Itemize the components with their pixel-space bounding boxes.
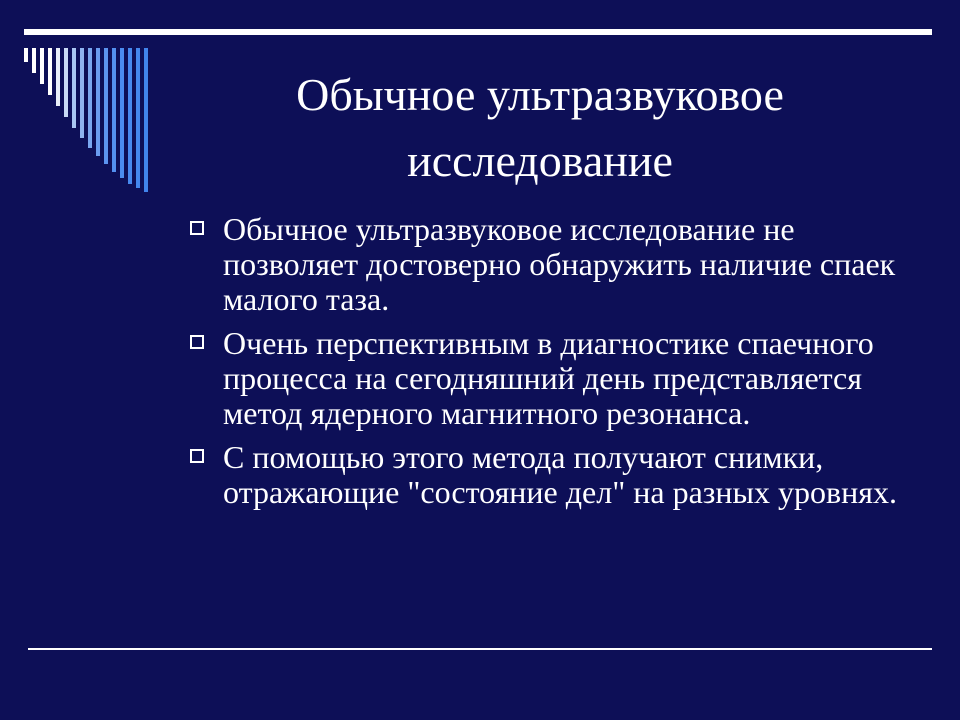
bullet-text: Обычное ультразвуковое исследование не позволяет достоверно обнаружить наличие спаек малого таза.	[223, 211, 896, 317]
bottom-divider	[28, 648, 932, 650]
square-bullet-icon	[190, 221, 204, 235]
slide-title-line-2: исследование	[407, 135, 673, 186]
slide-title-line-1: Обычное ультразвуковое	[296, 69, 784, 120]
bullet-text: Очень перспективным в диагностике спаечного процесса на сегодняшний день представляется метод ядерного магнитного резонанса.	[223, 325, 874, 431]
bullet-item	[187, 212, 907, 317]
bullet-list	[187, 212, 907, 519]
slide-title	[200, 62, 880, 194]
top-divider	[24, 29, 932, 35]
bullet-item	[187, 440, 907, 510]
square-bullet-icon	[190, 449, 204, 463]
bullet-item	[187, 326, 907, 431]
square-bullet-icon	[190, 335, 204, 349]
bullet-text: С помощью этого метода получают снимки, отражающие "состояние дел" на разных уровнях.	[223, 439, 897, 510]
